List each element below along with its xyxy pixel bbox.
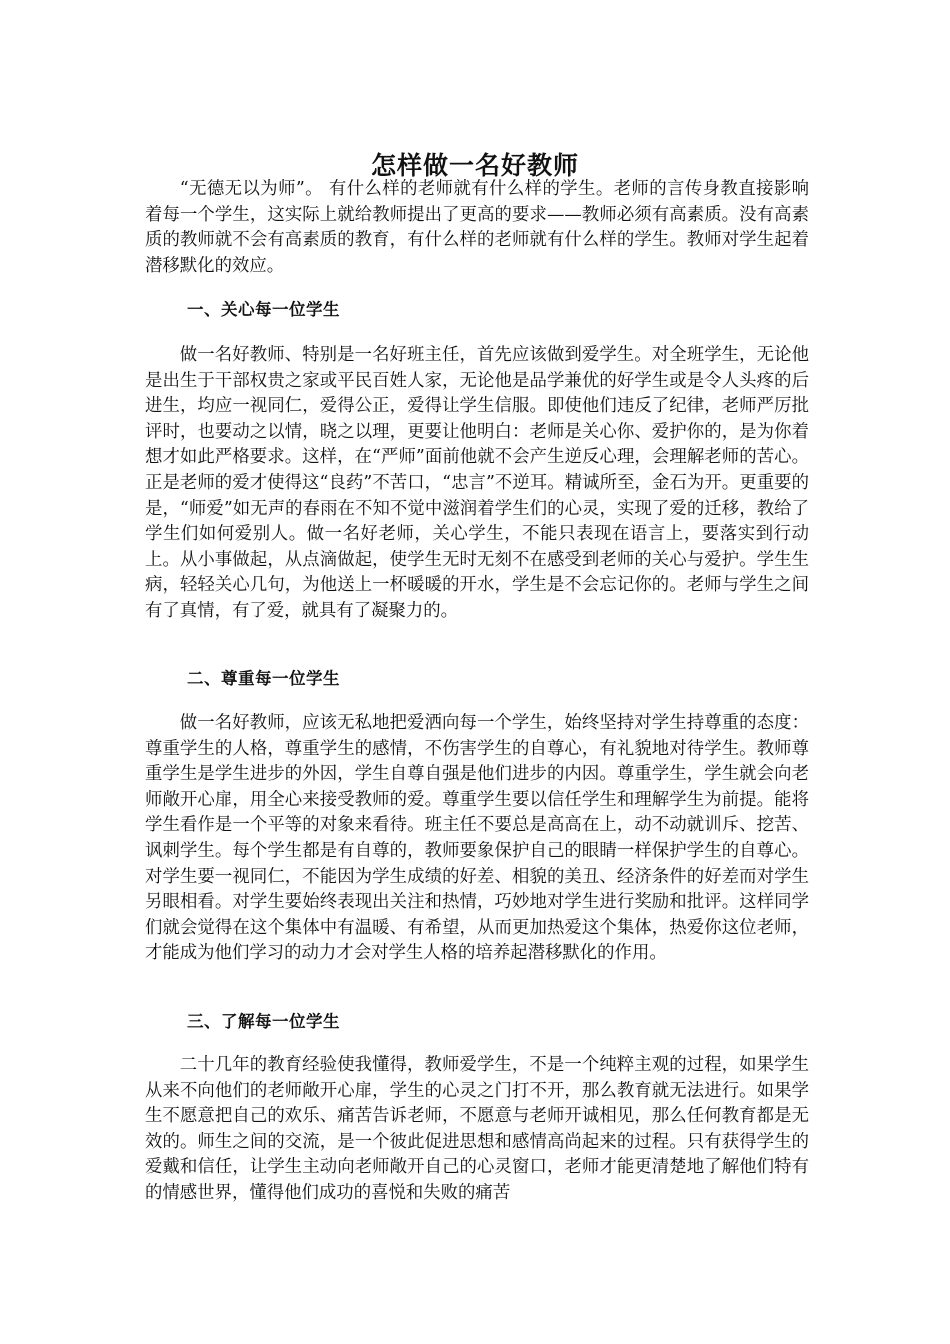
section-heading-2: 二、尊重每一位学生 (187, 669, 340, 688)
document-title: 怎样做一名好教师 (370, 150, 579, 180)
section-heading-3: 三、了解每一位学生 (187, 1012, 340, 1031)
section-body-2: 做一名好教师，应该无私地把爱洒向每一个学生，始终坚持对学生持尊重的态度：尊重学生的人格，尊重学生的感情，不伤害学生的自尊心，有礼貌地对待学生。教师尊重学生是学生进步的外因，学生自尊自强是他们进步的内因。尊重学生，学生就会向老师敞开心扉，用全心来接受教师的爱。尊重学生要以信任学生和理解学生为前提。能将学生看作是一个平等的对象来看待。班主任不要总是高高在上，动不动就训斥、挖苦、讽刺学生。每个学生都是有自尊的，教师要象保护自己的眼睛一样保护学生的自尊心。对学生要一视同仁，不能因为学生成绩的好差、相貌的美丑、经济条件的好差而对学生另眼相看。对学生要始终表现出关注和热情，巧妙地对学生进行奖励和批评。这样同学们就会觉得在这个集体中有温暖、有希望，从而更加热爱这个集体，热爱你这位老师，才能成为他们学习的动力才会对学生人格的培养起潜移默化的作用。 (145, 713, 809, 964)
section-body-3: 二十几年的教育经验使我懂得，教师爱学生，不是一个纯粹主观的过程，如果学生从来不向他们的老师敞开心扉，学生的心灵之门打不开，那么教育就无法进行。如果学生不愿意把自己的欢乐、痛苦告诉老师，不愿意与老师开诚相见，那么任何教育都是无效的。师生之间的交流，是一个彼此促进思想和感情高尚起来的过程。只有获得学生的爱戴和信任，让学生主动向老师敞开自己的心灵窗口，老师才能更清楚地了解他们特有的情感世界，懂得他们成功的喜悦和失败的痛苦 (145, 1055, 809, 1203)
intro-paragraph: “无德无以为师”。 有什么样的老师就有什么样的学生。老师的言传身教直接影响着每一个学生，这实际上就给教师提出了更高的要求——教师必须有高素质。没有高素质的教师就不会有高素质的教育，有什么样的老师就有什么样的学生。教师对学生起着潜移默化的效应。 (145, 179, 809, 276)
section-heading-1: 一、关心每一位学生 (187, 300, 340, 319)
section-body-1: 做一名好教师、特别是一名好班主任，首先应该做到爱学生。对全班学生，无论他是出生于干部权贵之家或平民百姓人家，无论他是品学兼优的好学生或是令人头疼的后进生，均应一视同仁，爱得公正，爱得让学生信服。即使他们违反了纪律，老师严厉批评时，也要动之以情，晓之以理，更要让他明白：老师是关心你、爱护你的，是为你着想才如此严格要求。这样，在“严师”面前他就不会产生逆反心理，会理解老师的苦心。正是老师的爱才使得这“良药”不苦口，“忠言”不逆耳。精诚所至，金石为开。更重要的是，“师爱”如无声的春雨在不知不觉中滋润着学生们的心灵，实现了爱的迁移，教给了学生们如何爱别人。做一名好老师，关心学生，不能只表现在语言上，要落实到行动上。从小事做起，从点滴做起，使学生无时无刻不在感受到老师的关心与爱护。学生生病，轻轻关心几句，为他送上一杯暖暖的开水，学生是不会忘记你的。老师与学生之间有了真情，有了爱，就具有了凝聚力的。 (145, 345, 809, 621)
